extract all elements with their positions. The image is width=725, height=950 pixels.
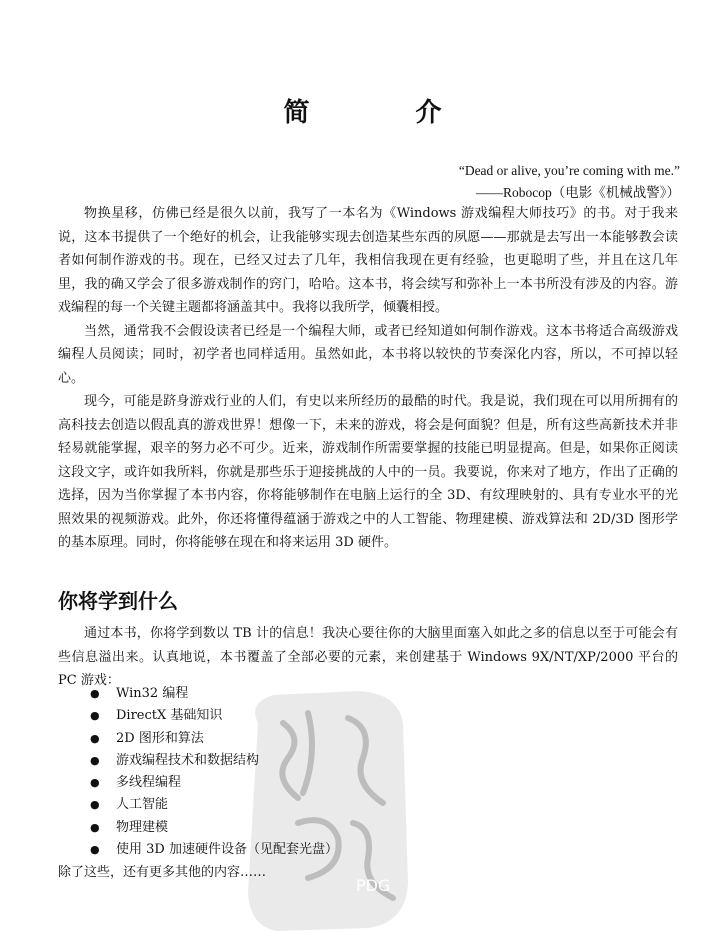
bullet-icon: ●	[90, 709, 100, 723]
intro-paragraph-2: 当然，通常我不会假设读者已经是一个编程大师，或者已经知道如何制作游戏。这本书将适合高级游戏编程人员阅读；同时，初学者也同样适用。虽然如此，本书将以较快的节奏深化内容，所以，不可掉以轻心。	[58, 323, 678, 386]
watermark-text: PDG	[356, 876, 391, 895]
list-item-label: 物理建模	[116, 819, 169, 835]
epigraph	[200, 160, 680, 204]
list-item-label: 2D 图形和算法	[116, 730, 204, 746]
list-item	[90, 794, 650, 816]
closing-line: 除了这些，还有更多其他的内容……	[58, 865, 267, 880]
list-item	[90, 683, 650, 705]
bullet-icon: ●	[90, 731, 100, 745]
intro-paragraph-1: 物换星移，仿佛已经是很久以前，我写了一本名为《Windows 游戏编程大师技巧》的书。对于我来说，这本书提供了一个绝好的机会，让我能够实现去创造某些东西的夙愿——那就是去写出一本能够教会读者如何制作游戏的书。现在，已经又过去了几年，我相信我现在更有经验，也更聪明了些，并且在这几年里，我的确又学会了很多游戏制作的窍门，哈哈。这本书，将会续写和弥补上一本书所没有涉及的内容。游戏编程的每一个关键主题都将涵盖其中。我将以我所学，倾囊相授。	[58, 206, 678, 315]
list-item-label: 人工智能	[116, 797, 169, 813]
epigraph-quote: “Dead or alive, you’re coming with me.”	[458, 163, 680, 178]
intro-paragraph-3: 现今，可能是跻身游戏行业的人们，有史以来所经历的最酷的时代。我是说，我们现在可以用所拥有的高科技去创造以假乱真的游戏世界！想像一下，未来的游戏，将会是何面貌？但是，所有这些高新技术并非轻易就能掌握，艰辛的努力必不可少。近来，游戏制作所需要掌握的技能已明显提高。但是，如果你正阅读这段文字，或许如我所料，你就是那些乐于迎接挑战的人中的一员。我要说，你来对了地方，作出了正确的选择，因为当你掌握了本书内容，你将能够制作在电脑上运行的全 3D、有纹理映射的、具有专业水平的光照效果的视频游戏。此外，你还将懂得蕴涵于游戏之中的人工智能、物理建模、游戏算法和 2D/3D 图形学的基本原理。同时，你将能够在现在和将来运用 3D 硬件。	[58, 394, 678, 550]
list-item	[90, 728, 650, 750]
bullet-icon: ●	[90, 843, 100, 857]
list-item-label: DirectX 基础知识	[116, 708, 223, 724]
list-item-label: Win32 编程	[116, 686, 189, 701]
bullet-icon: ●	[90, 820, 100, 834]
bullet-icon: ●	[90, 687, 100, 700]
list-item	[90, 772, 650, 794]
list-item-label: 多线程编程	[116, 775, 182, 791]
bullet-icon: ●	[90, 798, 100, 812]
section-text	[58, 622, 678, 693]
topic-list	[90, 683, 650, 861]
list-item-label: 游戏编程技术和数据结构	[116, 752, 260, 768]
epigraph-attribution: ——Robocop（电影《机械战警》）	[476, 185, 680, 200]
intro-text	[58, 202, 678, 555]
list-item	[90, 839, 650, 861]
list-item	[90, 817, 650, 839]
bullet-icon: ●	[90, 753, 100, 767]
list-item	[90, 705, 650, 727]
section-paragraph: 通过本书，你将学到数以 TB 计的信息！我决心要往你的大脑里面塞入如此之多的信息以至于可能会有些信息溢出来。认真地说，本书覆盖了全部必要的元素，来创建基于 Windows 9X/NT/XP/2000 平台的 PC 游戏：	[58, 626, 678, 688]
section-heading: 你将学到什么	[58, 589, 178, 613]
list-item-label: 使用 3D 加速硬件设备（见配套光盘）	[116, 842, 338, 858]
list-item	[90, 750, 650, 772]
bullet-icon: ●	[90, 776, 100, 790]
page-title: 简 介	[283, 98, 482, 128]
